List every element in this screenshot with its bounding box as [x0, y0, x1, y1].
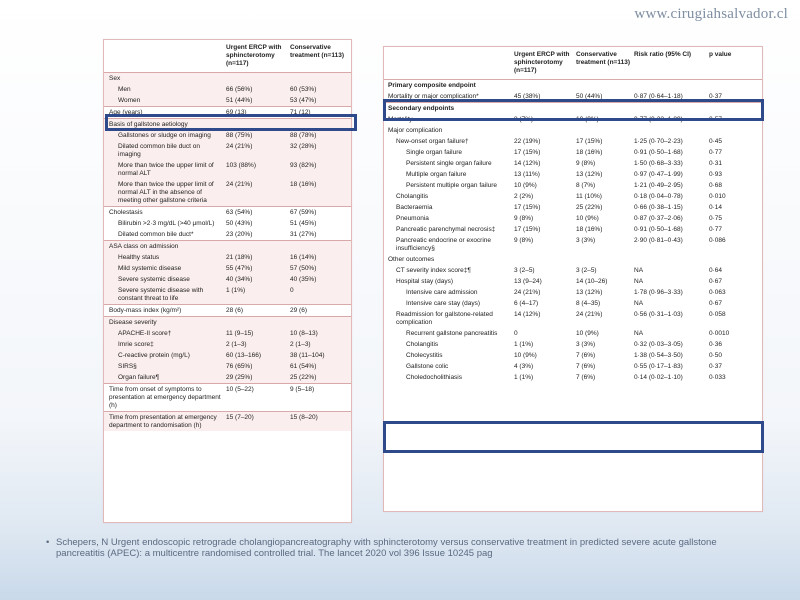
table-cell: 1 (1%): [226, 285, 290, 305]
table-cell: 0·56 (0·31–1·03): [634, 310, 683, 318]
table-cell: 24 (21%): [514, 288, 541, 296]
table-cell: 18 (16%): [576, 148, 603, 156]
table-cell: 63 (54%): [226, 207, 290, 219]
table-cell: 93 (82%): [290, 160, 351, 179]
table-cell: 0·010: [709, 192, 726, 200]
table-cell: 0·14: [709, 203, 723, 211]
table-cell: 0·64: [709, 266, 723, 274]
table-cell: 3 (2–5): [514, 266, 535, 274]
row-label: Single organ failure: [406, 148, 463, 156]
table-cell: 8 (7%): [576, 181, 596, 189]
row-label: Readmission for gallstone-related complication: [396, 310, 493, 326]
row-label: SIRS§: [104, 361, 226, 372]
table-cell: 14 (12%): [514, 159, 541, 167]
table-cell: 0·36: [709, 340, 723, 348]
row-label: Organ failure¶: [104, 372, 226, 384]
table-cell: 10 (5–22): [226, 384, 290, 412]
table-row: [104, 95, 351, 107]
column-header: Risk ratio (95% CI): [634, 47, 709, 80]
citation: [46, 537, 746, 559]
table-header-row: [104, 40, 351, 73]
table-row: [104, 179, 351, 207]
table-row: [104, 361, 351, 372]
table-cell: 24 (21%): [576, 310, 603, 318]
table-row: [104, 305, 351, 317]
table-cell: [226, 73, 290, 85]
table-cell: 71 (12): [290, 107, 351, 119]
site-url: www.cirugiahsalvador.cl: [634, 6, 788, 22]
table-row: [104, 218, 351, 229]
table-cell: 0·033: [709, 373, 726, 381]
table-row: [384, 361, 762, 372]
table-cell: NA: [634, 266, 644, 274]
table-cell: 0·0010: [709, 329, 730, 337]
table-cell: [290, 241, 351, 253]
table-row: [384, 254, 762, 265]
table-cell: 61 (54%): [290, 361, 351, 372]
table-row: [384, 169, 762, 180]
table-cell: 9 (8%): [514, 214, 534, 222]
table-cell: [226, 317, 290, 329]
table-row: [384, 309, 762, 328]
table-cell: 76 (65%): [226, 361, 290, 372]
table-cell: [709, 80, 762, 92]
table-cell: 10 (9%): [576, 329, 599, 337]
table-cell: 0·87 (0·37–2·06): [634, 214, 683, 222]
table-cell: 3 (2–5): [576, 266, 597, 274]
row-label: Gallstones or sludge on imaging: [104, 130, 226, 141]
table-cell: 0·67: [709, 277, 723, 285]
table-row: [384, 372, 762, 383]
column-header: Conservative treatment (n=113): [290, 40, 351, 73]
table-row: [384, 191, 762, 202]
table-cell: 10 (9%): [514, 351, 537, 359]
table-cell: 0·086: [709, 236, 726, 244]
table-cell: 3 (3%): [576, 340, 596, 348]
table-cell: 0·31: [709, 159, 723, 167]
table-cell: [576, 103, 634, 115]
table-cell: 0·32 (0·03–3·05): [634, 340, 683, 348]
table-row: [384, 298, 762, 309]
table-cell: 18 (16%): [576, 225, 603, 233]
row-label: Choledocholithiasis: [406, 373, 463, 381]
table-cell: [290, 119, 351, 131]
table-cell: 55 (47%): [226, 263, 290, 274]
table-cell: 0: [514, 329, 518, 337]
table-cell: 69 (13): [226, 107, 290, 119]
row-label: Dilated common bile duct on imaging: [104, 141, 226, 160]
table-row: [104, 317, 351, 329]
table-cell: [709, 125, 762, 136]
table-cell: 14 (12%): [514, 310, 541, 318]
table-cell: 88 (78%): [290, 130, 351, 141]
table-cell: 0·91 (0·50–1·68): [634, 148, 683, 156]
table-cell: 16 (14%): [290, 252, 351, 263]
table-cell: [290, 317, 351, 329]
table-row: [104, 73, 351, 85]
row-label: Healthy status: [104, 252, 226, 263]
row-label: Time from onset of symptoms to presentation at emergency department (h): [104, 384, 226, 412]
row-label: Pancreatic endocrine or exocrine insufficiency§: [396, 236, 492, 252]
table-cell: 4 (3%): [514, 362, 534, 370]
column-header: Urgent ERCP with sphincterotomy (n=117): [514, 47, 576, 80]
table-row: [104, 274, 351, 285]
table-row: [384, 224, 762, 235]
column-header: Conservative treatment (n=113): [576, 47, 634, 80]
table-header-row: [384, 47, 762, 80]
table-cell: 2 (1–3): [226, 339, 290, 350]
table-cell: 2·90 (0·81–0·43): [634, 236, 683, 244]
table-row: [104, 107, 351, 119]
column-header: [104, 40, 226, 73]
table-cell: 7 (6%): [576, 373, 596, 381]
table-row: [104, 141, 351, 160]
table-row: [384, 180, 762, 191]
outcomes-table-panel: [383, 46, 763, 512]
row-label: Mild systemic disease: [104, 263, 226, 274]
table-row: [384, 202, 762, 213]
table-row: [384, 103, 762, 115]
table-row: [384, 287, 762, 298]
table-cell: 8 (7%): [514, 115, 534, 123]
table-cell: [634, 80, 709, 92]
citation-text: Schepers, N Urgent endoscopic retrograde cholangiopancreatography with sphincterotomy versus conservative treatment in predicted severe acute gallstone pancreatitis (APEC): a multicentre randomised controlled trial. The lancet 2020 vol 396 Issue 10245 pag: [56, 537, 717, 559]
table-cell: 60 (13–166): [226, 350, 290, 361]
table-row: [104, 84, 351, 95]
table-cell: 15 (7–20): [226, 412, 290, 432]
table-cell: [634, 103, 709, 115]
table-cell: 0·55 (0·17–1·83): [634, 362, 683, 370]
table-cell: [226, 241, 290, 253]
table-cell: 0·91 (0·50–1·68): [634, 225, 683, 233]
table-cell: 29 (25%): [226, 372, 290, 384]
table-cell: 0·18 (0·04–0·78): [634, 192, 683, 200]
table-row: [384, 125, 762, 136]
table-row: [104, 160, 351, 179]
row-label: Dilated common bile duct*: [118, 230, 194, 238]
row-label: Primary composite endpoint: [384, 80, 514, 92]
table-cell: 9 (5–18): [290, 384, 351, 412]
table-row: [104, 328, 351, 339]
table-cell: 0·14 (0·02–1·10): [634, 373, 683, 381]
table-row: [384, 265, 762, 276]
table-row: [104, 339, 351, 350]
table-cell: 10 (9%): [576, 115, 599, 123]
table-cell: [514, 103, 576, 115]
column-header: p value: [709, 47, 762, 80]
row-label: Severe systemic disease: [104, 274, 226, 285]
table-cell: 11 (9–15): [226, 328, 290, 339]
bullet-icon: •: [46, 537, 50, 548]
row-label: Hospital stay (days): [396, 277, 454, 285]
table-row: [104, 119, 351, 131]
column-header: Urgent ERCP with sphincterotomy (n=117): [226, 40, 290, 73]
table-cell: 51 (44%): [226, 95, 290, 107]
table-row: [104, 384, 351, 412]
row-label: Disease severity: [104, 317, 226, 329]
table-cell: 40 (34%): [226, 274, 290, 285]
table-cell: 10 (9%): [514, 181, 537, 189]
table-cell: [514, 254, 576, 265]
table-cell: 51 (45%): [290, 219, 317, 227]
table-cell: [634, 254, 709, 265]
row-label: Men: [104, 84, 226, 95]
table-cell: 22 (19%): [514, 137, 541, 145]
table-cell: 0·57: [709, 115, 723, 123]
table-row: [104, 372, 351, 384]
row-label: Gallstone colic: [406, 362, 449, 370]
row-label: Bilirubin >2·3 mg/dL (>40 μmol/L): [118, 219, 215, 227]
table-row: [384, 339, 762, 350]
table-row: [104, 207, 351, 219]
table-cell: 6 (4–17): [514, 299, 539, 307]
table-cell: 0·67: [709, 299, 723, 307]
table-cell: 38 (11–104): [290, 350, 351, 361]
table-cell: 1 (1%): [514, 373, 534, 381]
row-label: ASA class on admission: [104, 241, 226, 253]
row-label: Cholangitis: [396, 192, 429, 200]
table-cell: 0·77: [709, 148, 723, 156]
table-row: [384, 328, 762, 339]
table-cell: 21 (18%): [226, 252, 290, 263]
table-row: [384, 276, 762, 287]
row-label: Time from presentation at emergency department to randomisation (h): [104, 412, 226, 432]
table-cell: 0: [290, 285, 351, 305]
table-row: [104, 350, 351, 361]
table-cell: 60 (53%): [290, 84, 351, 95]
table-cell: 32 (28%): [290, 141, 351, 160]
row-label: Persistent single organ failure: [406, 159, 492, 167]
table-cell: 0·75: [709, 214, 723, 222]
table-cell: 9 (8%): [514, 236, 534, 244]
table-cell: [226, 119, 290, 131]
row-label: Basis of gallstone aetiology: [104, 119, 226, 131]
table-cell: 17 (15%): [514, 148, 541, 156]
row-label: Major complication: [388, 126, 443, 134]
row-label: Pancreatic parenchymal necrosis‡: [396, 225, 496, 233]
table-cell: 1·38 (0·54–3·50): [634, 351, 683, 359]
baseline-characteristics-table: [104, 40, 351, 431]
table-cell: 28 (6): [226, 305, 290, 317]
table-cell: 17 (15%): [514, 203, 541, 211]
row-label: Mortality: [388, 115, 413, 123]
table-cell: 0·97 (0·47–1·99): [634, 170, 683, 178]
table-cell: 13 (11%): [514, 170, 540, 178]
table-cell: [576, 80, 634, 92]
table-cell: NA: [634, 277, 644, 285]
table-cell: [634, 125, 709, 136]
row-label: New-onset organ failure†: [396, 137, 469, 145]
table-cell: NA: [634, 299, 644, 307]
table-cell: 10 (9%): [576, 214, 599, 222]
table-cell: 7 (6%): [576, 351, 596, 359]
table-row: [104, 229, 351, 241]
table-cell: 0·77: [709, 225, 723, 233]
table-row: [104, 412, 351, 432]
table-cell: 29 (6): [290, 305, 351, 317]
row-label: Cholecystitis: [406, 351, 443, 359]
table-cell: 0·66 (0·38–1·15): [634, 203, 683, 211]
table-cell: 1·25 (0·70–2·23): [634, 137, 683, 145]
table-cell: [576, 125, 634, 136]
table-cell: 0·45: [709, 137, 723, 145]
table-cell: 66 (56%): [226, 84, 290, 95]
table-cell: 1·21 (0·49–2·95): [634, 181, 683, 189]
table-row: [104, 241, 351, 253]
table-cell: 23 (20%): [226, 230, 253, 238]
row-label: More than twice the upper limit of normal ALT: [104, 160, 226, 179]
row-label: Bacteraemia: [396, 203, 433, 211]
table-cell: 1·50 (0·68–3·33): [634, 159, 683, 167]
row-label: CT severity index score‡¶: [396, 266, 471, 274]
table-cell: 1·78 (0·96–3·33): [634, 288, 683, 296]
table-cell: NA: [634, 329, 644, 337]
table-cell: 67 (59%): [290, 207, 351, 219]
table-cell: 45 (38%): [514, 92, 541, 100]
baseline-characteristics-table-panel: [103, 39, 352, 523]
table-cell: [576, 254, 634, 265]
row-label: Imrie score‡: [104, 339, 226, 350]
table-cell: 13 (9–24): [514, 277, 542, 285]
table-row: [104, 252, 351, 263]
table-row: [384, 350, 762, 361]
table-row: [384, 114, 762, 125]
row-label: Recurrent gallstone pancreatitis: [406, 329, 498, 337]
table-row: [384, 235, 762, 254]
row-label: Body-mass index (kg/m²): [104, 305, 226, 317]
table-cell: 17 (15%): [514, 225, 541, 233]
row-label: APACHE-II score†: [104, 328, 226, 339]
table-cell: 2 (1–3): [290, 339, 351, 350]
table-cell: 53 (47%): [290, 95, 351, 107]
table-cell: 25 (22%): [576, 203, 603, 211]
table-cell: 15 (8–20): [290, 412, 351, 432]
table-cell: 13 (12%): [576, 170, 603, 178]
table-cell: 50 (44%): [576, 92, 603, 100]
table-cell: 50 (43%): [226, 219, 253, 227]
row-label: Multiple organ failure: [406, 170, 467, 178]
table-cell: 103 (88%): [226, 160, 290, 179]
table-cell: 10 (8–13): [290, 328, 351, 339]
table-cell: [290, 73, 351, 85]
table-cell: [514, 125, 576, 136]
column-header: [384, 47, 514, 80]
table-cell: [709, 254, 762, 265]
row-label: Pneumonia: [396, 214, 429, 222]
table-cell: [514, 80, 576, 92]
table-cell: 1 (1%): [514, 340, 534, 348]
table-cell: 0·68: [709, 181, 723, 189]
table-cell: 0·93: [709, 170, 723, 178]
table-cell: 0·058: [709, 310, 726, 318]
table-cell: 18 (16%): [290, 179, 351, 207]
table-row: [104, 130, 351, 141]
table-cell: 13 (12%): [576, 288, 603, 296]
table-cell: 57 (50%): [290, 263, 351, 274]
row-label: Sex: [104, 73, 226, 85]
table-cell: [709, 103, 762, 115]
row-label: Other outcomes: [388, 255, 435, 263]
table-row: [384, 136, 762, 147]
row-label: Secondary endpoints: [384, 103, 514, 115]
row-label: Intensive care admission: [406, 288, 478, 296]
table-cell: 0·37: [709, 92, 723, 100]
table-cell: 40 (35%): [290, 274, 351, 285]
row-label: Intensive care stay (days): [406, 299, 481, 307]
table-cell: 2 (2%): [514, 192, 534, 200]
row-label: Age (years): [104, 107, 226, 119]
table-cell: 0·37: [709, 362, 723, 370]
table-row: [384, 80, 762, 92]
table-row: [104, 285, 351, 305]
row-label: Severe systemic disease with constant threat to life: [104, 285, 226, 305]
table-cell: 0·063: [709, 288, 726, 296]
row-label: Mortality or major complication*: [388, 92, 479, 100]
table-cell: 25 (22%): [290, 372, 351, 384]
table-cell: 17 (15%): [576, 137, 603, 145]
table-cell: 11 (10%): [576, 192, 602, 200]
row-label: Women: [104, 95, 226, 107]
table-row: [384, 91, 762, 103]
table-row: [104, 263, 351, 274]
table-cell: 88 (75%): [226, 130, 290, 141]
table-cell: 0·50: [709, 351, 723, 359]
table-cell: 31 (27%): [290, 230, 317, 238]
table-cell: 0·87 (0·64–1·18): [634, 92, 683, 100]
table-row: [384, 147, 762, 158]
table-row: [384, 213, 762, 224]
table-cell: 24 (21%): [226, 179, 290, 207]
table-row: [384, 158, 762, 169]
row-label: Persistent multiple organ failure: [406, 181, 498, 189]
table-cell: 24 (21%): [226, 141, 290, 160]
row-label: C-reactive protein (mg/L): [104, 350, 226, 361]
row-label: Cholestasis: [104, 207, 226, 219]
table-cell: 8 (4–35): [576, 299, 601, 307]
outcomes-table: [384, 47, 762, 383]
table-cell: 14 (10–26): [576, 277, 608, 285]
table-cell: 9 (8%): [576, 159, 596, 167]
table-cell: 3 (3%): [576, 236, 596, 244]
row-label: More than twice the upper limit of normal ALT in the absence of meeting other gallstone criteria: [104, 179, 226, 207]
table-cell: 7 (6%): [576, 362, 596, 370]
row-label: Cholangitis: [406, 340, 439, 348]
table-cell: 0·77 (0·32–1·89): [634, 115, 683, 123]
